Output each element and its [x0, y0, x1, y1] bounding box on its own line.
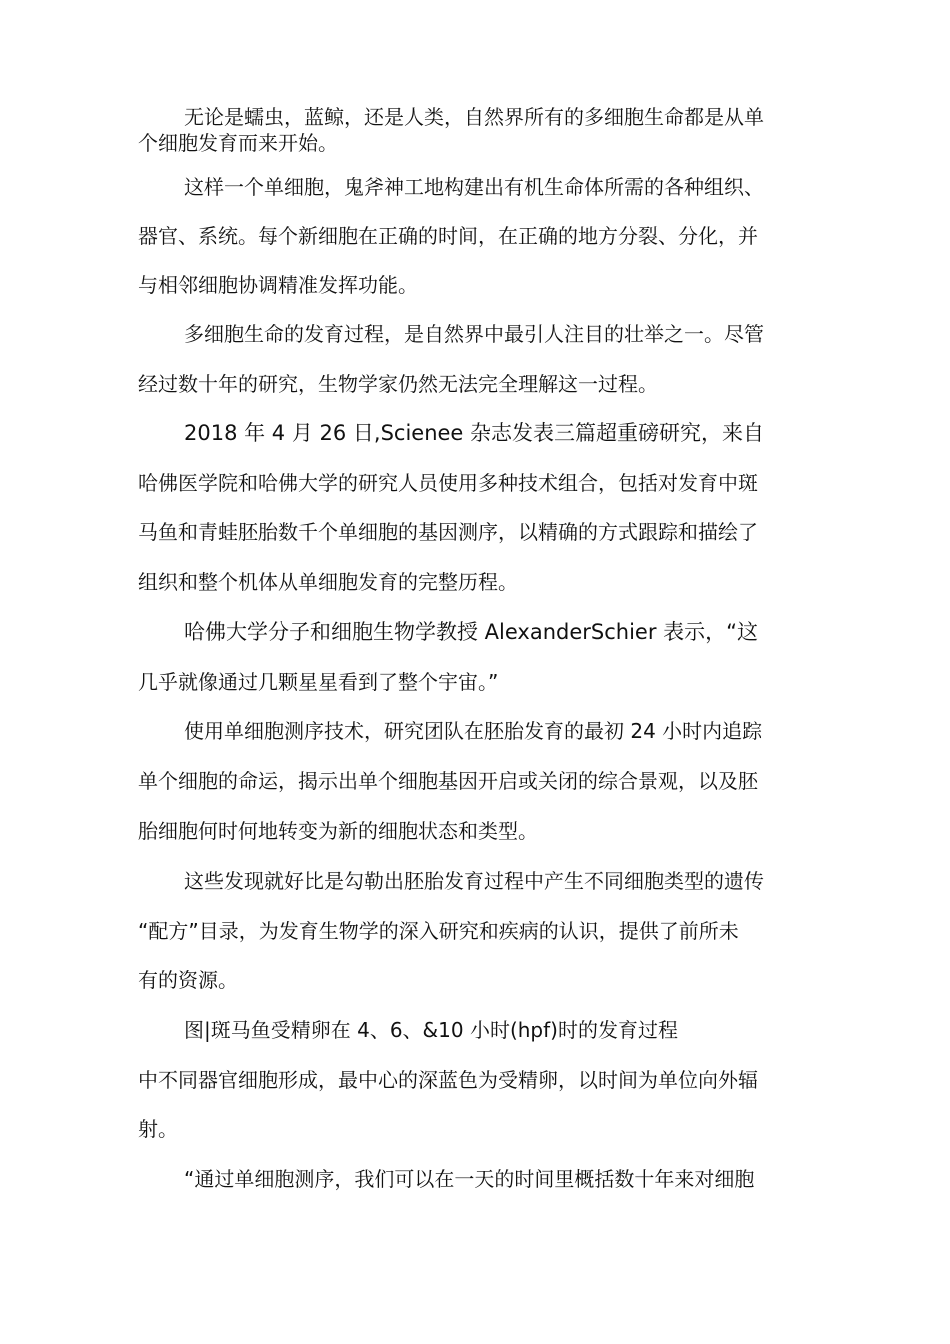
- text-line: 几乎就像通过几颗星星看到了整个宇宙。”: [138, 670, 499, 694]
- text-line: 无论是蠕虫，蓝鲸，还是人类，自然界所有的多细胞生命都是从单: [184, 105, 764, 129]
- text-line: 图|斑马鱼受精卵在 4、6、&10 小时(hpf)时的发育过程: [184, 1018, 678, 1042]
- text-line: 与相邻细胞协调精准发挥功能。: [138, 273, 418, 297]
- text-line: 马鱼和青蛙胚胎数千个单细胞的基因测序，以精确的方式跟踪和描绘了: [138, 520, 758, 544]
- text-line: 中不同器官细胞形成，最中心的深蓝色为受精卵，以时间为单位向外辐: [138, 1068, 758, 1092]
- text-line: “通过单细胞测序，我们可以在一天的时间里概括数十年来对细胞: [184, 1167, 755, 1191]
- text-line: 2018 年 4 月 26 日,Scienee 杂志发表三篇超重磅研究，来自: [184, 421, 765, 445]
- text-line: 个细胞发育而来开始。: [138, 131, 338, 155]
- text-line: 哈佛大学分子和细胞生物学教授 AlexanderSchier 表示，“这: [184, 620, 759, 644]
- text-line: 使用单细胞测序技术，研究团队在胚胎发育的最初 24 小时内追踪: [184, 719, 763, 743]
- text-line: 有的资源。: [138, 968, 238, 992]
- text-line: “配方”目录，为发育生物学的深入研究和疾病的认识，提供了前所未: [138, 919, 739, 943]
- text-line: 单个细胞的命运，揭示出单个细胞基因开启或关闭的综合景观，以及胚: [138, 769, 758, 793]
- text-line: 胎细胞何时何地转变为新的细胞状态和类型。: [138, 819, 538, 843]
- text-line: 组织和整个机体从单细胞发育的完整历程。: [138, 570, 518, 594]
- text-line: 经过数十年的研究，生物学家仍然无法完全理解这一过程。: [138, 372, 658, 396]
- text-line: 哈佛医学院和哈佛大学的研究人员使用多种技术组合，包括对发育中斑: [138, 471, 758, 495]
- text-line: 这样一个单细胞，鬼斧神工地构建出有机生命体所需的各种组织、: [184, 175, 764, 199]
- text-line: 多细胞生命的发育过程，是自然界中最引人注目的壮举之一。尽管: [184, 322, 764, 346]
- text-line: 器官、系统。每个新细胞在正确的时间，在正确的地方分裂、分化，并: [138, 224, 758, 248]
- text-line: 射。: [138, 1117, 178, 1141]
- text-line: 这些发现就好比是勾勒出胚胎发育过程中产生不同细胞类型的遗传: [184, 869, 764, 893]
